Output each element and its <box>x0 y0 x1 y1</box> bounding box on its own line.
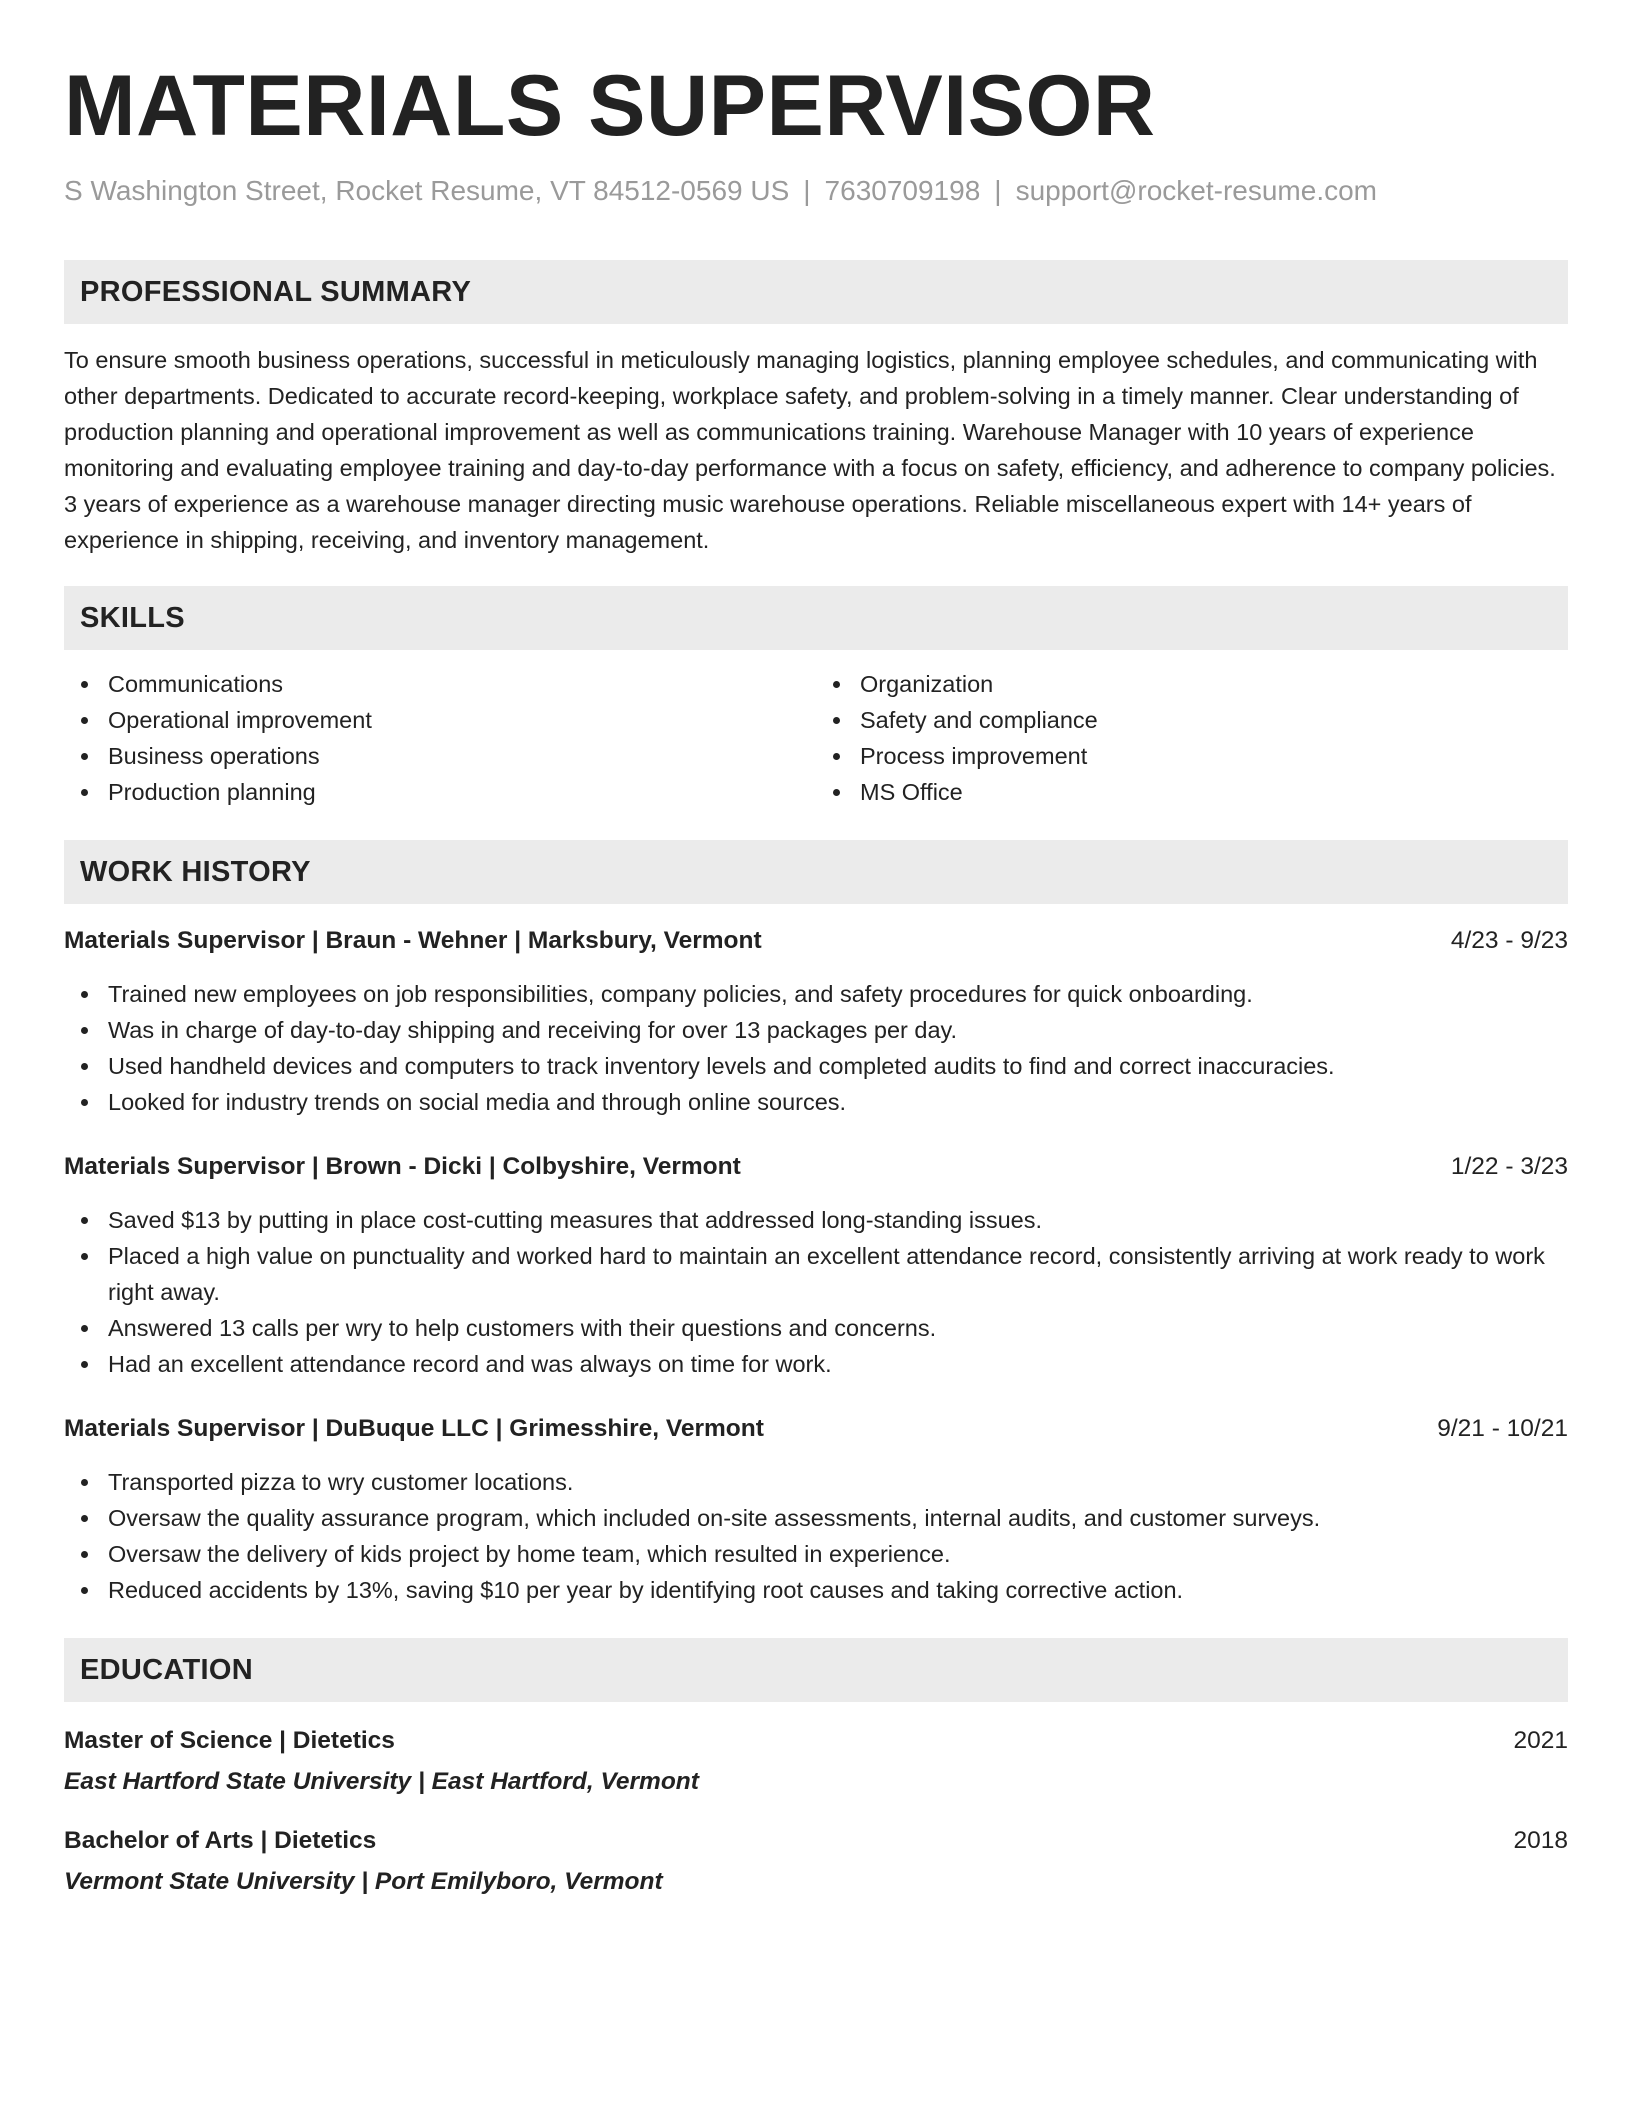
skill-item: Business operations <box>64 738 816 774</box>
job-bullet: Trained new employees on job responsibilities, company policies, and safety procedures for quick onboarding. <box>64 976 1568 1012</box>
job-bullet: Transported pizza to wry customer locations. <box>64 1464 1568 1500</box>
job-dates: 1/22 - 3/23 <box>1450 1153 1568 1180</box>
section-heading-education: EDUCATION <box>64 1638 1568 1702</box>
contact-email: support@rocket-resume.com <box>1015 175 1377 206</box>
section-heading-work-history: WORK HISTORY <box>64 840 1568 904</box>
skill-item: Safety and compliance <box>816 702 1568 738</box>
job-bullet: Had an excellent attendance record and was always on time for work. <box>64 1346 1568 1382</box>
job-title: Materials Supervisor | Brown - Dicki | Colbyshire, Vermont <box>64 1153 741 1180</box>
job-header <box>64 924 1568 958</box>
skill-item: Organization <box>816 666 1568 702</box>
job-header <box>64 1150 1568 1184</box>
job-bullet: Saved $13 by putting in place cost-cutting measures that addressed long-standing issues. <box>64 1202 1568 1238</box>
education-year: 2021 <box>1513 1727 1568 1754</box>
summary-text: To ensure smooth business operations, successful in meticulously managing logistics, planning employee schedules, and communicating with other departments. Dedicated to accurate record-keeping, workplace safety, and problem-solving in a timely manner. Clear understanding of production planning and operational improvement as well as communications training. Warehouse Manager with 10 years of experience monitoring and evaluating employee training and day-to-day performance with a focus on safety, efficiency, and adherence to company policies. 3 years of experience as a warehouse manager directing music warehouse operations. Reliable miscellaneous expert with 14+ years of experience in shipping, receiving, and inventory management. <box>64 347 1556 553</box>
job-bullets <box>64 976 1568 1120</box>
skills-column-right <box>816 666 1568 810</box>
job-title: Materials Supervisor | Braun - Wehner | Marksbury, Vermont <box>64 927 762 954</box>
job-bullets <box>64 1202 1568 1382</box>
education-school: Vermont State University | Port Emilyboro, Vermont <box>64 1868 663 1895</box>
contact-address: S Washington Street, Rocket Resume, VT 84512-0569 US <box>64 175 790 206</box>
section-heading-skills: SKILLS <box>64 586 1568 650</box>
skills-column-left <box>64 666 816 810</box>
job-entry <box>64 1412 1568 1608</box>
skill-item: Process improvement <box>816 738 1568 774</box>
candidate-title: MATERIALS SUPERVISOR <box>64 58 1156 154</box>
education-school: East Hartford State University | East Hartford, Vermont <box>64 1768 699 1795</box>
contact-separator: | <box>994 175 1002 206</box>
contact-line <box>64 174 1568 208</box>
skill-item: Production planning <box>64 774 816 810</box>
education-entry <box>64 1824 1568 1898</box>
contact-phone: 7630709198 <box>824 175 981 206</box>
job-bullet: Oversaw the delivery of kids project by home team, which resulted in experience. <box>64 1536 1568 1572</box>
section-heading-summary: PROFESSIONAL SUMMARY <box>64 260 1568 324</box>
job-dates: 4/23 - 9/23 <box>1450 927 1568 954</box>
job-bullet: Placed a high value on punctuality and worked hard to maintain an excellent attendance record, consistently arriving at work ready to work right away. <box>64 1238 1568 1310</box>
contact-separator: | <box>803 175 811 206</box>
job-bullet: Used handheld devices and computers to track inventory levels and completed audits to find and correct inaccuracies. <box>64 1048 1568 1084</box>
job-bullet: Reduced accidents by 13%, saving $10 per year by identifying root causes and taking corrective action. <box>64 1572 1568 1608</box>
job-bullet: Looked for industry trends on social media and through online sources. <box>64 1084 1568 1120</box>
job-entry <box>64 1150 1568 1382</box>
job-bullet: Was in charge of day-to-day shipping and receiving for over 13 packages per day. <box>64 1012 1568 1048</box>
job-entry <box>64 924 1568 1120</box>
education-header <box>64 1824 1568 1858</box>
job-bullets <box>64 1464 1568 1608</box>
skills-list <box>64 666 1568 810</box>
education-header <box>64 1724 1568 1758</box>
skill-item: Communications <box>64 666 816 702</box>
education-year: 2018 <box>1513 1827 1568 1854</box>
job-header <box>64 1412 1568 1446</box>
skill-item: MS Office <box>816 774 1568 810</box>
skill-item: Operational improvement <box>64 702 816 738</box>
education-degree: Master of Science | Dietetics <box>64 1727 395 1754</box>
job-bullet: Oversaw the quality assurance program, which included on-site assessments, internal audits, and customer surveys. <box>64 1500 1568 1536</box>
job-bullet: Answered 13 calls per wry to help customers with their questions and concerns. <box>64 1310 1568 1346</box>
education-entry <box>64 1724 1568 1798</box>
education-degree: Bachelor of Arts | Dietetics <box>64 1827 377 1854</box>
job-dates: 9/21 - 10/21 <box>1437 1415 1568 1442</box>
job-title: Materials Supervisor | DuBuque LLC | Grimesshire, Vermont <box>64 1415 764 1442</box>
